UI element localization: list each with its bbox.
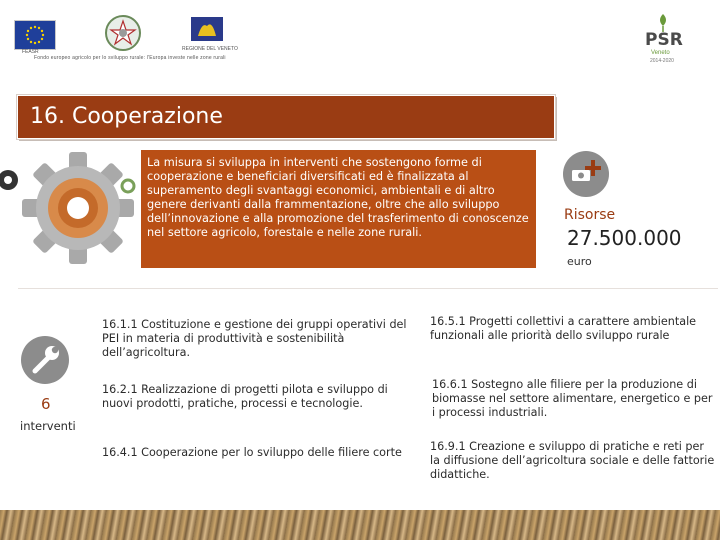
wheat-field-image xyxy=(0,510,720,540)
intervention-item: 16.6.1 Sostegno alle filiere per la produzione di biomasse nel settore alimentare, energetico e per i processi industriali. xyxy=(432,378,713,419)
resources-unit: euro xyxy=(567,255,592,268)
interventions-label: interventi xyxy=(20,419,76,433)
measure-description: La misura si sviluppa in interventi che sostengono forme di cooperazione e beneficiari diversificati ed è finalizzata al superamento degli svantaggi economici, ambientali e di altro genere derivanti dalla frammentazione, oltre che allo sviluppo dell’innovazione e alla promozione del trasferimento di conoscenze nel settore agricolo, forestale e nelle zone rurali. xyxy=(147,156,529,240)
psr-logo-text: PSR xyxy=(645,30,683,50)
page-title: 16. Cooperazione xyxy=(30,104,223,129)
section-title-bar xyxy=(17,95,555,139)
italian-emblem-logo xyxy=(103,13,143,53)
psr-logo-region: Veneto xyxy=(651,50,670,56)
veneto-logo-label: REGIONE DEL VENETO xyxy=(182,46,238,52)
intervention-item: 16.2.1 Realizzazione di progetti pilota e sviluppo di nuovi prodotti, pratiche, processi e tecnologie. xyxy=(102,383,388,410)
psr-logo-period: 2014-2020 xyxy=(650,58,674,64)
eu-logo-label: FEASR xyxy=(22,49,39,55)
psr-veneto-logo xyxy=(641,10,685,66)
money-plus-icon xyxy=(562,150,610,198)
header-caption: Fondo europeo agricolo per lo sviluppo rurale: l'Europa investe nelle zone rurali xyxy=(34,55,226,61)
veneto-region-logo xyxy=(190,16,224,46)
intervention-item: 16.5.1 Progetti collettivi a carattere ambientale funzionali alle priorità dello sviluppo rurale xyxy=(430,315,697,342)
intervention-item: 16.9.1 Creazione e sviluppo di pratiche e reti per la diffusione dell’agricoltura sociale e delle fattorie didattiche. xyxy=(430,440,715,481)
section-divider xyxy=(18,288,718,289)
interventions-count: 6 xyxy=(41,395,51,413)
intervention-item: 16.4.1 Cooperazione per lo sviluppo delle filiere corte xyxy=(102,446,402,459)
resources-amount: 27.500.000 xyxy=(567,226,682,250)
eu-flag-logo xyxy=(14,20,56,50)
wrench-icon xyxy=(20,335,70,385)
measure-description-box xyxy=(141,150,536,268)
cooperation-gears-image xyxy=(0,150,138,274)
resources-label: Risorse xyxy=(564,207,616,223)
intervention-item: 16.1.1 Costituzione e gestione dei gruppi operativi del PEI in materia di produttività e sostenibilità dell’agricoltura. xyxy=(102,318,407,359)
